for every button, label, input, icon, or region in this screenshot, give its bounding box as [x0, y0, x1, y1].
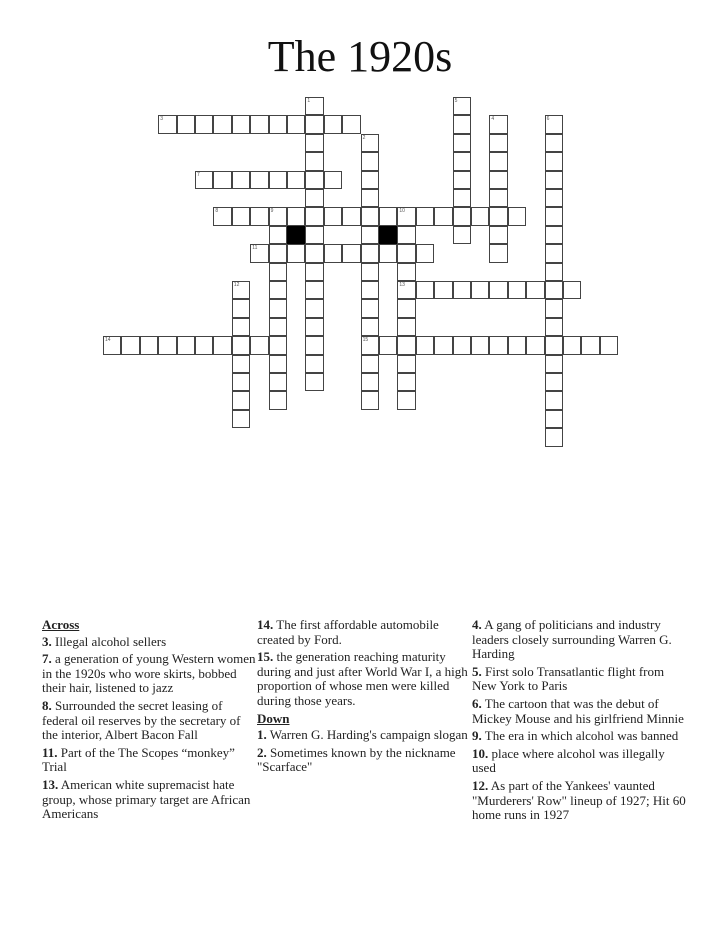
grid-cell[interactable] — [232, 115, 250, 133]
clue-number-label: 8 — [215, 208, 219, 215]
grid-cell[interactable] — [305, 189, 323, 207]
grid-cell[interactable] — [508, 207, 526, 225]
grid-cell[interactable] — [397, 336, 415, 354]
grid-cell[interactable] — [361, 244, 379, 262]
grid-cell[interactable] — [361, 299, 379, 317]
clue-number: 2. — [257, 744, 267, 760]
clue-number: 3. — [42, 633, 52, 649]
grid-cell[interactable] — [324, 244, 342, 262]
grid-cell[interactable] — [287, 115, 305, 133]
clue-number: 11. — [42, 744, 58, 760]
grid-cell[interactable] — [545, 152, 563, 170]
grid-cell[interactable] — [269, 373, 287, 391]
grid-cell[interactable] — [379, 207, 397, 225]
clue-down-4 — [472, 618, 687, 662]
clue-number: 9. — [472, 728, 482, 744]
grid-cell[interactable] — [545, 171, 563, 189]
grid-cell[interactable] — [250, 171, 268, 189]
clue-text: a generation of young Western women in the 1920s who wore skirts, bobbed their hair, listened to jazz — [42, 651, 256, 696]
grid-cell[interactable] — [158, 336, 176, 354]
grid-cell[interactable] — [545, 428, 563, 446]
clue-across-15 — [257, 650, 472, 708]
grid-cell[interactable] — [232, 299, 250, 317]
grid-cell[interactable] — [305, 336, 323, 354]
grid-cell[interactable] — [305, 134, 323, 152]
clue-number-label: 4 — [491, 116, 495, 123]
clue-text: The era in which alcohol was banned — [484, 728, 679, 744]
grid-cell[interactable] — [489, 336, 507, 354]
grid-cell[interactable] — [232, 171, 250, 189]
grid-cell[interactable] — [453, 134, 471, 152]
grid-cell[interactable] — [269, 391, 287, 409]
grid-cell[interactable] — [453, 152, 471, 170]
clue-number: 4. — [472, 617, 482, 632]
grid-cell[interactable] — [269, 207, 287, 225]
grid-cell[interactable] — [545, 391, 563, 409]
grid-cell[interactable] — [232, 410, 250, 428]
clues-column-3 — [472, 618, 687, 826]
down-heading: Down — [257, 710, 290, 726]
grid-cell[interactable] — [471, 336, 489, 354]
grid-cell[interactable] — [581, 336, 599, 354]
grid-cell[interactable] — [269, 299, 287, 317]
grid-cell[interactable] — [269, 226, 287, 244]
grid-cell[interactable] — [213, 171, 231, 189]
grid-cell[interactable] — [195, 115, 213, 133]
grid-cell[interactable] — [563, 336, 581, 354]
clue-down-5 — [472, 665, 687, 694]
clue-text: Surrounded the secret leasing of federal oil reserves by the secretary of the interior, Albert Bacon Fall — [42, 697, 241, 743]
grid-cell[interactable] — [342, 115, 360, 133]
clue-number: 15. — [257, 649, 274, 665]
clue-text: Part of the The Scopes “monkey” Trial — [42, 744, 235, 775]
grid-cell[interactable] — [453, 171, 471, 189]
clue-text: Illegal alcohol sellers — [55, 633, 167, 649]
grid-cell[interactable] — [361, 207, 379, 225]
clue-text: Sometimes known by the nickname "Scarface" — [257, 744, 456, 775]
grid-cell[interactable] — [361, 391, 379, 409]
grid-cell[interactable] — [177, 336, 195, 354]
grid-cell[interactable] — [324, 115, 342, 133]
grid-cell[interactable] — [232, 373, 250, 391]
clue-number-label: 11 — [252, 245, 258, 252]
grid-cell[interactable] — [453, 226, 471, 244]
grid-cell[interactable] — [342, 244, 360, 262]
grid-cell[interactable] — [287, 171, 305, 189]
grid-cell[interactable] — [305, 299, 323, 317]
crossword-grid — [0, 0, 720, 460]
grid-cell[interactable] — [121, 336, 139, 354]
grid-cell[interactable] — [489, 189, 507, 207]
grid-cell[interactable] — [453, 97, 471, 115]
grid-cell[interactable] — [250, 244, 268, 262]
grid-cell[interactable] — [324, 171, 342, 189]
grid-cell[interactable] — [342, 207, 360, 225]
grid-cell[interactable] — [471, 207, 489, 225]
clue-number-label: 5 — [454, 98, 458, 104]
grid-cell[interactable] — [305, 207, 323, 225]
grid-cell[interactable] — [489, 226, 507, 244]
grid-cell[interactable] — [489, 171, 507, 189]
clue-text: the generation reaching maturity during and just after World War I, a high proportion of whose men were killed during those years. — [257, 649, 468, 708]
grid-cell[interactable] — [305, 97, 323, 115]
grid-cell[interactable] — [232, 318, 250, 336]
grid-cell[interactable] — [545, 244, 563, 262]
grid-cell[interactable] — [250, 336, 268, 354]
grid-cell[interactable] — [545, 281, 563, 299]
grid-cell[interactable] — [434, 281, 452, 299]
grid-cell[interactable] — [489, 207, 507, 225]
grid-cell[interactable] — [305, 226, 323, 244]
across-heading: Across — [42, 617, 80, 632]
clue-down-1 — [257, 728, 472, 743]
grid-cell[interactable] — [545, 336, 563, 354]
grid-cell[interactable] — [269, 263, 287, 281]
grid-cell[interactable] — [379, 336, 397, 354]
grid-cell[interactable] — [545, 226, 563, 244]
grid-cell[interactable] — [397, 318, 415, 336]
grid-cell[interactable] — [269, 355, 287, 373]
grid-cell[interactable] — [361, 373, 379, 391]
clue-down-9 — [472, 729, 687, 744]
clue-number-label: 15 — [362, 337, 369, 344]
grid-cell[interactable] — [600, 336, 618, 354]
grid-cell[interactable] — [545, 299, 563, 317]
clue-number-label: 13 — [399, 282, 405, 288]
grid-cell[interactable] — [269, 115, 287, 133]
clue-across-13 — [42, 778, 257, 822]
grid-cell[interactable] — [324, 207, 342, 225]
clue-number: 12. — [472, 777, 489, 793]
grid-cell[interactable] — [416, 281, 434, 299]
clue-across-3 — [42, 635, 257, 650]
grid-cell[interactable] — [177, 115, 195, 133]
grid-cell[interactable] — [453, 115, 471, 133]
grid-cell[interactable] — [305, 171, 323, 189]
grid-cell[interactable] — [397, 355, 415, 373]
clue-text: First solo Transatlantic flight from New York to Paris — [472, 663, 665, 694]
grid-cell[interactable] — [305, 152, 323, 170]
grid-cell[interactable] — [140, 336, 158, 354]
grid-cell[interactable] — [195, 171, 213, 189]
grid-cell[interactable] — [213, 207, 231, 225]
grid-cell[interactable] — [269, 171, 287, 189]
clue-text: A gang of politicians and industry leaders closely surrounding Warren G. Harding — [472, 617, 672, 662]
clue-number: 6. — [472, 695, 482, 711]
black-square — [379, 226, 397, 244]
grid-cell[interactable] — [232, 207, 250, 225]
grid-cell[interactable] — [250, 207, 268, 225]
grid-cell[interactable] — [269, 244, 287, 262]
grid-cell[interactable] — [287, 244, 305, 262]
grid-cell[interactable] — [361, 281, 379, 299]
grid-cell[interactable] — [471, 281, 489, 299]
clue-number: 8. — [42, 697, 52, 713]
clue-number-label: 9 — [270, 208, 274, 215]
grid-cell[interactable] — [232, 281, 250, 299]
clue-down-2 — [257, 746, 472, 775]
clues-column-1 — [42, 618, 257, 825]
grid-cell[interactable] — [250, 115, 268, 133]
clue-number-label: 6 — [546, 116, 550, 123]
clues-column-2 — [257, 618, 472, 778]
grid-cell[interactable] — [397, 299, 415, 317]
clue-number-label: 14 — [105, 337, 111, 344]
clue-down-6 — [472, 697, 687, 726]
clue-number: 1. — [257, 727, 267, 743]
grid-cell[interactable] — [305, 281, 323, 299]
grid-cell[interactable] — [397, 263, 415, 281]
grid-cell[interactable] — [489, 244, 507, 262]
grid-cell[interactable] — [545, 410, 563, 428]
grid-cell[interactable] — [545, 318, 563, 336]
grid-cell[interactable] — [508, 336, 526, 354]
clue-number-label: 3 — [160, 116, 163, 123]
grid-cell[interactable] — [397, 281, 415, 299]
clue-number-label: 10 — [399, 208, 405, 215]
clue-text: The first affordable automobile created by Ford. — [257, 617, 439, 647]
grid-cell[interactable] — [397, 244, 415, 262]
grid-cell[interactable] — [453, 189, 471, 207]
grid-cell[interactable] — [453, 281, 471, 299]
grid-cell[interactable] — [489, 134, 507, 152]
grid-cell[interactable] — [195, 336, 213, 354]
grid-cell[interactable] — [416, 336, 434, 354]
clue-number: 10. — [472, 745, 489, 761]
grid-cell[interactable] — [287, 207, 305, 225]
grid-cell[interactable] — [397, 391, 415, 409]
clue-text: Warren G. Harding's campaign slogan — [269, 727, 468, 743]
grid-cell[interactable] — [489, 115, 507, 133]
grid-cell[interactable] — [269, 336, 287, 354]
grid-cell[interactable] — [213, 336, 231, 354]
clue-down-12 — [472, 779, 687, 823]
grid-cell[interactable] — [434, 336, 452, 354]
grid-cell[interactable] — [545, 115, 563, 133]
clue-number: 7. — [42, 651, 52, 667]
clue-text: The cartoon that was the debut of Mickey Mouse and his girlfriend Minnie — [472, 695, 684, 726]
grid-cell[interactable] — [397, 207, 415, 225]
grid-cell[interactable] — [158, 115, 176, 133]
grid-cell[interactable] — [269, 318, 287, 336]
grid-cell[interactable] — [526, 281, 544, 299]
clue-number: 13. — [42, 776, 59, 792]
grid-cell[interactable] — [453, 207, 471, 225]
grid-cell[interactable] — [545, 207, 563, 225]
grid-cell[interactable] — [305, 115, 323, 133]
grid-cell[interactable] — [489, 281, 507, 299]
grid-cell[interactable] — [545, 134, 563, 152]
grid-cell[interactable] — [545, 373, 563, 391]
clue-across-14 — [257, 618, 472, 647]
grid-cell[interactable] — [361, 134, 379, 152]
grid-cell[interactable] — [563, 281, 581, 299]
clue-number: 5. — [472, 663, 482, 679]
grid-cell[interactable] — [305, 263, 323, 281]
grid-cell[interactable] — [508, 281, 526, 299]
grid-cell[interactable] — [232, 355, 250, 373]
grid-cell[interactable] — [305, 244, 323, 262]
grid-cell[interactable] — [545, 263, 563, 281]
grid-cell[interactable] — [397, 373, 415, 391]
grid-cell[interactable] — [361, 263, 379, 281]
clue-number-label: 2 — [362, 134, 366, 141]
grid-cell[interactable] — [416, 207, 434, 225]
black-square — [287, 226, 305, 244]
grid-cell[interactable] — [361, 171, 379, 189]
grid-cell[interactable] — [305, 355, 323, 373]
grid-cell[interactable] — [361, 355, 379, 373]
clue-across-7 — [42, 652, 257, 696]
grid-cell[interactable] — [434, 207, 452, 225]
clue-number-label: 7 — [197, 171, 200, 178]
clue-text: As part of the Yankees' vaunted "Murderers' Row" lineup of 1927; Hit 60 home runs in 1927 — [472, 777, 686, 823]
grid-cell[interactable] — [489, 152, 507, 170]
grid-cell[interactable] — [269, 281, 287, 299]
grid-cell[interactable] — [453, 336, 471, 354]
clue-across-11 — [42, 746, 257, 775]
grid-cell[interactable] — [361, 318, 379, 336]
grid-cell[interactable] — [103, 336, 121, 354]
clue-text: place where alcohol was illegally used — [472, 745, 665, 776]
grid-cell[interactable] — [379, 244, 397, 262]
grid-cell[interactable] — [305, 318, 323, 336]
grid-cell[interactable] — [361, 336, 379, 354]
clue-number-label: 1 — [307, 98, 311, 104]
grid-cell[interactable] — [232, 391, 250, 409]
grid-cell[interactable] — [361, 152, 379, 170]
clue-number-label: 12 — [233, 282, 240, 288]
page-title: The 1920s — [267, 32, 453, 81]
clue-number: 14. — [257, 617, 274, 632]
grid-cell[interactable] — [416, 244, 434, 262]
clue-down-10 — [472, 747, 687, 776]
grid-cell[interactable] — [305, 373, 323, 391]
grid-cell[interactable] — [545, 189, 563, 207]
grid-cell[interactable] — [545, 355, 563, 373]
grid-cell[interactable] — [232, 336, 250, 354]
grid-cell[interactable] — [213, 115, 231, 133]
grid-cell[interactable] — [397, 226, 415, 244]
grid-cell[interactable] — [361, 226, 379, 244]
grid-cell[interactable] — [361, 189, 379, 207]
grid-cell[interactable] — [526, 336, 544, 354]
clue-across-8 — [42, 699, 257, 743]
clue-text: American white supremacist hate group, whose primary target are African Americans — [42, 776, 251, 822]
